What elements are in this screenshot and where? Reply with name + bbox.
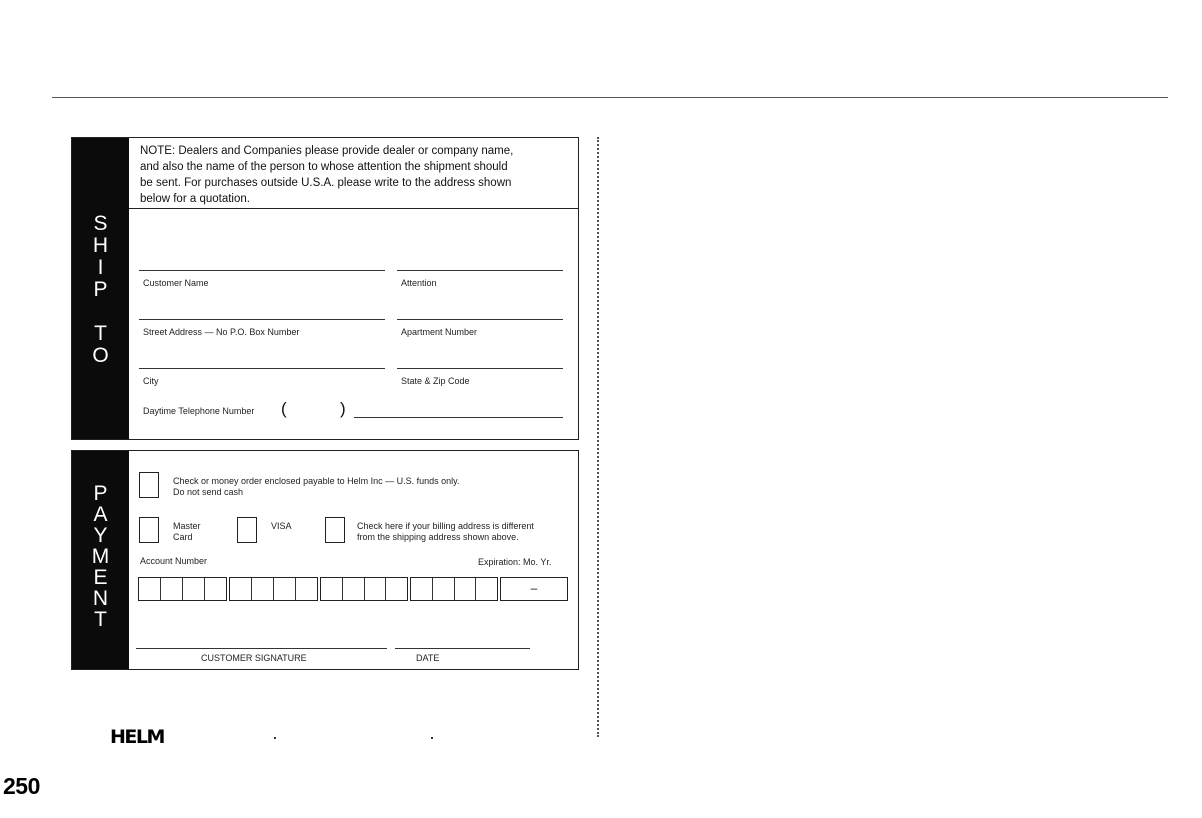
mastercard-label [173, 521, 201, 543]
customer-name-field[interactable] [139, 270, 385, 271]
account-digit-box[interactable] [230, 578, 252, 600]
phone-paren-open: ( [281, 399, 287, 418]
check-money-order-line-1: Check or money order enclosed payable to Helm Inc — U.S. funds only. [173, 476, 460, 486]
ship-note [140, 143, 572, 207]
account-digit-box[interactable] [343, 578, 365, 600]
apartment-field[interactable] [397, 319, 563, 320]
note-line-4: below for a quotation. [140, 193, 250, 205]
helm-logo: HELM [110, 726, 164, 748]
date-field[interactable] [395, 648, 530, 649]
account-digit-box[interactable] [455, 578, 477, 600]
customer-name-label: Customer Name [143, 278, 209, 288]
signature-field[interactable] [136, 648, 387, 649]
account-digit-box[interactable] [183, 578, 205, 600]
city-label: City [143, 376, 159, 386]
payment-letter: P [93, 482, 108, 505]
account-digit-box[interactable] [411, 578, 433, 600]
payment-letter: M [91, 545, 110, 568]
payment-letter: T [94, 608, 107, 631]
ship-letter: P [93, 278, 108, 301]
state-zip-field[interactable] [397, 368, 563, 369]
phone-paren-close: ) [340, 399, 346, 418]
check-money-order-text [173, 476, 459, 498]
ship-letter: I [97, 256, 104, 279]
visa-checkbox[interactable] [237, 517, 257, 543]
ship-letter: O [92, 344, 109, 367]
note-line-1: NOTE: Dealers and Companies please provide dealer or company name, [140, 145, 514, 157]
attention-label: Attention [401, 278, 437, 288]
account-digit-box[interactable] [476, 578, 497, 600]
expiration-field[interactable]: – [500, 577, 568, 601]
mastercard-line-1: Master [173, 521, 201, 531]
header-rule [52, 97, 1168, 98]
expiration-label: Expiration: Mo. Yr. [478, 557, 552, 567]
cut-line [597, 137, 599, 737]
city-field[interactable] [139, 368, 385, 369]
account-digit-box[interactable] [386, 578, 407, 600]
date-label: DATE [416, 653, 440, 663]
apartment-label: Apartment Number [401, 327, 478, 337]
ship-to-sidebar [72, 138, 129, 439]
check-money-order-checkbox[interactable] [139, 472, 159, 498]
account-digit-box[interactable] [321, 578, 343, 600]
ship-letter: T [94, 322, 107, 345]
account-number-group-1[interactable] [138, 577, 227, 601]
page-number: 250 [3, 773, 40, 799]
state-zip-label: State & Zip Code [401, 376, 470, 386]
account-number-label: Account Number [140, 556, 208, 566]
account-digit-box[interactable] [252, 578, 274, 600]
payment-letter: A [93, 503, 108, 526]
separator-dot [431, 737, 433, 739]
billing-different-line-2: from the shipping address shown above. [357, 532, 519, 542]
mastercard-checkbox[interactable] [139, 517, 159, 543]
phone-label: Daytime Telephone Number [143, 406, 255, 416]
account-digit-box[interactable] [161, 578, 183, 600]
mastercard-line-2: Card [173, 532, 193, 542]
account-digit-box[interactable] [296, 578, 317, 600]
billing-different-checkbox[interactable] [325, 517, 345, 543]
separator-dot [274, 737, 276, 739]
payment-sidebar [72, 451, 129, 669]
payment-letter: Y [93, 524, 108, 547]
account-number-group-3[interactable] [320, 577, 408, 601]
street-address-label: Street Address — No P.O. Box Number [143, 327, 300, 337]
check-money-order-line-2: Do not send cash [173, 487, 244, 497]
account-number-group-4[interactable] [410, 577, 498, 601]
account-number-group-2[interactable] [229, 577, 318, 601]
note-line-3: be sent. For purchases outside U.S.A. please write to the address shown [140, 177, 512, 189]
street-address-field[interactable] [139, 319, 385, 320]
attention-field[interactable] [397, 270, 563, 271]
ship-letter: H [92, 234, 109, 257]
account-digit-box[interactable] [205, 578, 226, 600]
customer-signature-label: CUSTOMER SIGNATURE [201, 653, 307, 663]
account-digit-box[interactable] [139, 578, 161, 600]
billing-different-text [357, 521, 534, 543]
payment-letter: N [92, 587, 109, 610]
billing-different-line-1: Check here if your billing address is different [357, 521, 534, 531]
account-digit-box[interactable] [365, 578, 387, 600]
ship-letter: S [93, 212, 108, 235]
note-divider [129, 208, 578, 209]
account-digit-box[interactable] [274, 578, 296, 600]
note-line-2: and also the name of the person to whose attention the shipment should [140, 161, 508, 173]
payment-letter: E [93, 566, 108, 589]
account-digit-box[interactable] [433, 578, 455, 600]
phone-field[interactable] [354, 417, 563, 418]
visa-label: VISA [271, 521, 292, 531]
